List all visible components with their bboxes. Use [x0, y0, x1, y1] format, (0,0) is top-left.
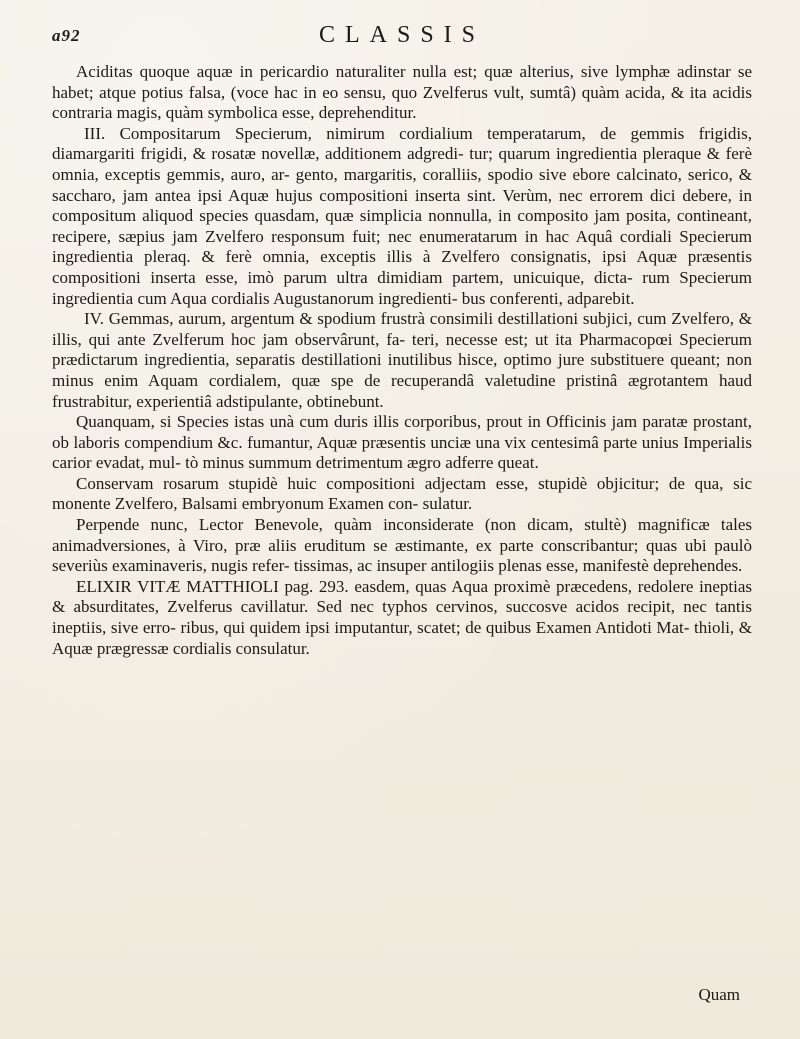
paragraph-iv: IV. Gemmas, aurum, argentum & spodium frustrà consimili destillationi subjici, cum Zvelfero, & illis, qui ante Zvelferum hoc jam observârunt, fa- teri, necesse est; ut ita Pharmacopœi Specierum prædictarum ingredientia, separatis destillationi inutilibus hisce, optimo jure substituere queant; non minus enim Aquam cordialem, quæ spe de recuperandâ valetudine pristinâ ægrotantem haud frustrabitur, experientiâ adstipulante, obtinebunt.	[52, 309, 752, 411]
paragraph-aciditas: Aciditas quoque aquæ in pericardio naturaliter nulla est; quæ alterius, sive lymphæ adinstar se habet; atque potius falsa, (voce hac in eo sensu, quo Zvelferus vult, sumtâ) quàm acida, & ita acidis contraria magis, quàm symbolica esse, deprehenditur.	[52, 62, 752, 123]
paragraph-quanquam: Quanquam, si Species istas unà cum duris illis corporibus, prout in Officinis jam paratæ prostant, ob laboris compendium &c. fumantur, Aquæ præsentis unciæ una vix centesimâ parte unius Imperialis carior evadat, mul- tò minus summum detrimentum ægro adferre queat.	[52, 412, 752, 473]
body-text	[52, 62, 752, 659]
page-number: a92	[52, 26, 81, 45]
paragraph-conservam: Conservam rosarum stupidè huic compositioni adjectam esse, stupidè objicitur; de qua, sic monente Zvelfero, Balsami embryonum Examen con- sulatur.	[52, 473, 752, 514]
running-head: CLASSIS	[318, 22, 486, 48]
paragraph-iii: III. Compositarum Specierum, nimirum cordialium temperatarum, de gemmis frigidis, diamargariti frigidi, & rosatæ novellæ, additionem adgredi- tur; quarum ingredientia pleraque & ferè omnia, exceptis gemmis, auro, ar- gento, margaritis, coralliis, spodio sive ebore calcinato, serico, & saccharo, jam antea ipsi Aquæ hujus compositioni inserta sint. Verùm, nec errorem dici debere, in compositum aliquod species quasdam, quæ simplicia nonnulla, in composito jam posita, contineant, recipere, sæpius jam Zvelfero responsum fuit; nec enumeratarum in hac Aquâ cordiali Specierum ingredientia pleraq. & ferè omnia, exceptis illis à Zvelfero consignatis, ipsi Aquæ præsentis compositioni inserta esse, imò parum ultra dimidiam partem, unicuique, dicta- rum Specierum ingredientia cum Aqua cordialis Augustanorum ingredienti- bus conferenti, adparebit.	[52, 123, 752, 308]
paragraph-elixir: ELIXIR VITÆ MATTHIOLI pag. 293. easdem, quas Aqua proximè præcedens, redolere ineptias & absurditates, Zvelferus cavillatur. Sed nec typhos cervinos, succosve acidos recipit, nec tantis ineptiis, sive erro- ribus, qui quidem ipsi imputantur, scatet; de quibus Examen Antidoti Mat- thioli, & Aquæ prægressæ cordialis consulatur.	[52, 576, 752, 658]
catchword: Quam	[698, 985, 740, 1004]
page-header	[52, 22, 752, 56]
paragraph-perpende: Perpende nunc, Lector Benevole, quàm inconsiderate (non dicam, stultè) magnificæ tales animadversiones, à Viro, præ aliis eruditum se æstimante, ex parte conscribantur; quas ubi paulò severiùs examinaveris, nugis refer- tissimas, ac insuper antilogiis plenas esse, manifestè deprehendes.	[52, 515, 752, 576]
